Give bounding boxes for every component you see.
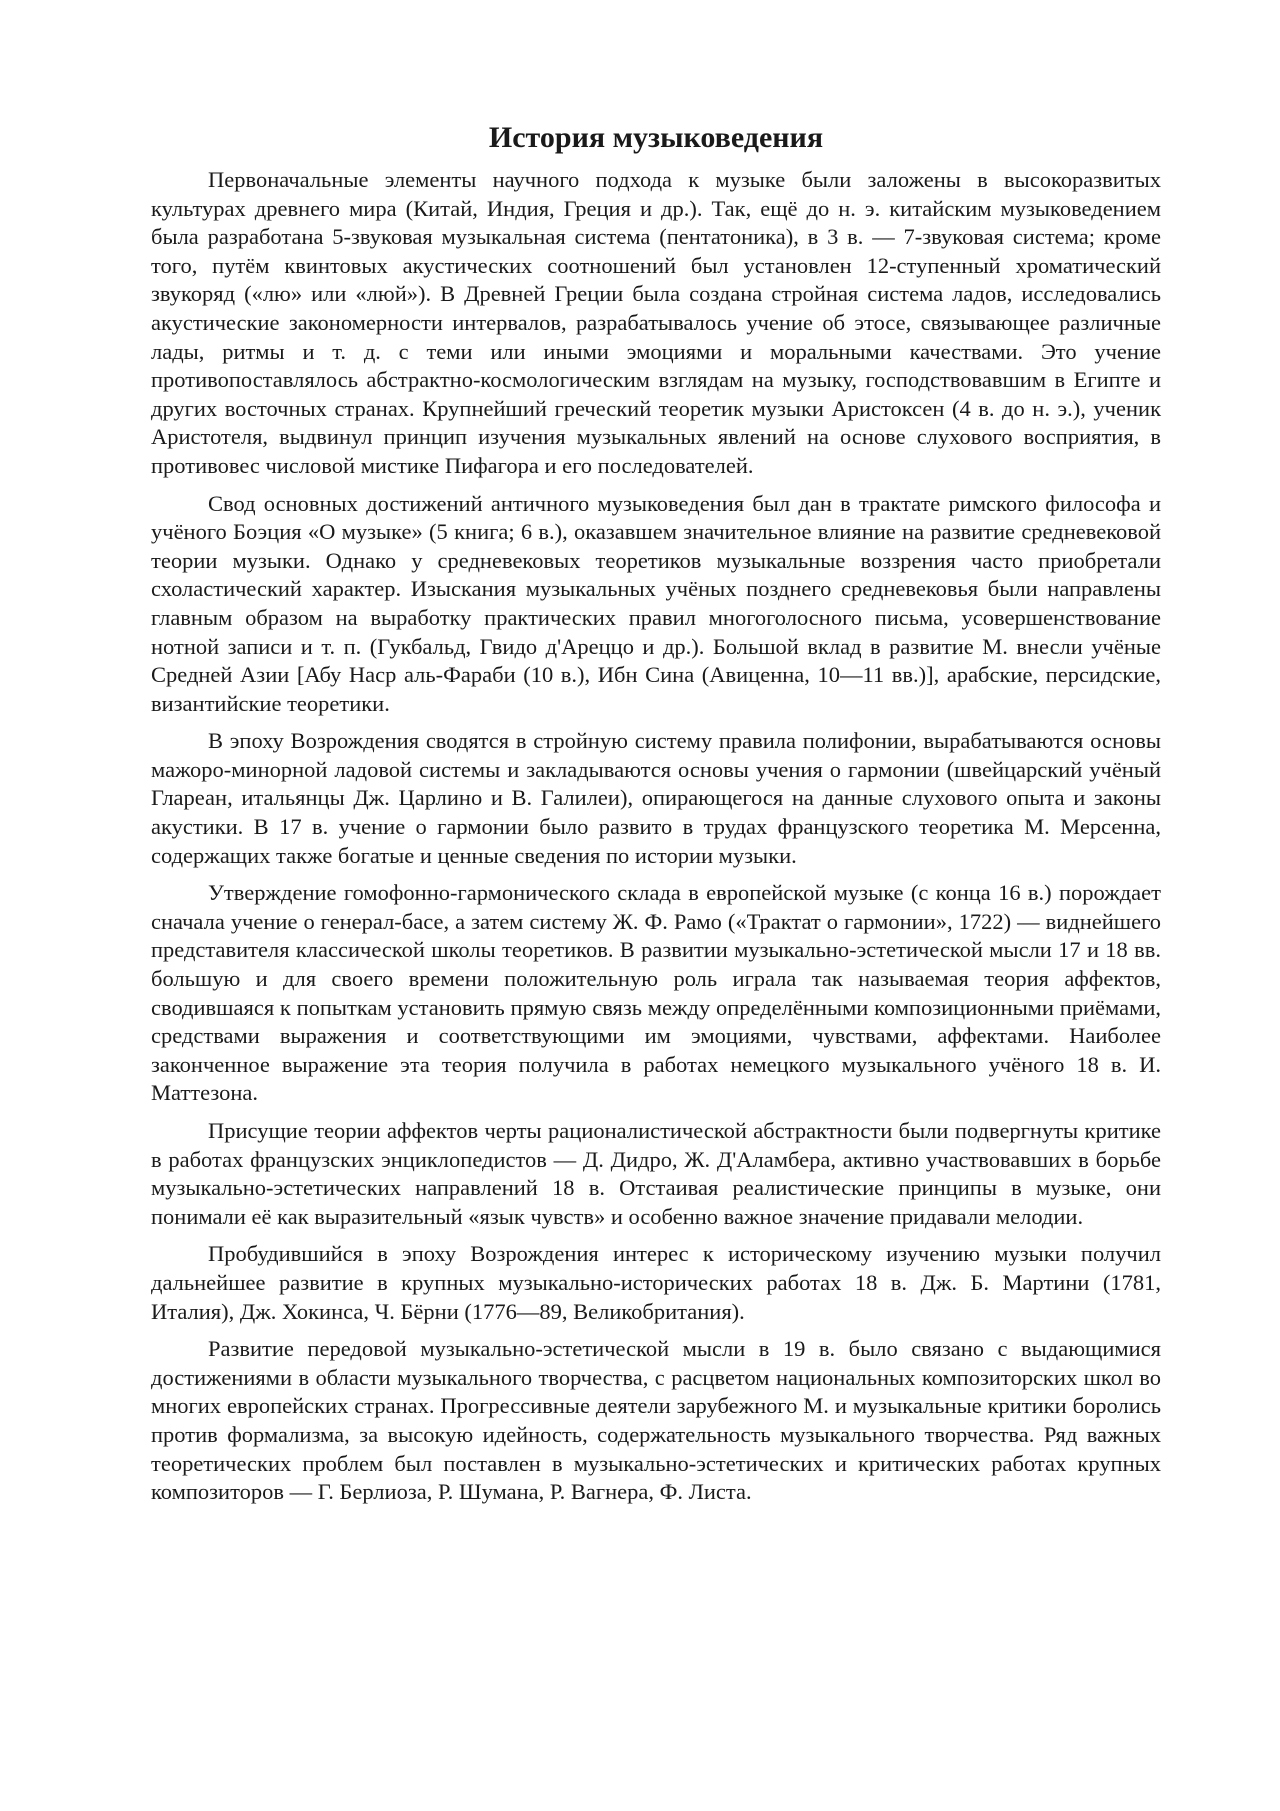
paragraph-7: Развитие передовой музыкально-эстетической мысли в 19 в. было связано с выдающимися достижениями в области музыкального творчества, с расцветом национальных композиторских школ во многих европейских странах. Прогрессивные деятели зарубежного М. и музыкальные критики боролись против формализма, за высокую идейность, содержательность музыкального творчества. Ряд важных теоретических проблем был поставлен в музыкально-эстетических и критических работах крупных композиторов — Г. Берлиоза, Р. Шумана, Р. Вагнера, Ф. Листа. <box>151 1336 1161 1505</box>
document-page <box>151 118 1161 1516</box>
paragraph-6: Пробудившийся в эпоху Возрождения интерес к историческому изучению музыки получил дальнейшее развитие в крупных музыкально-исторических работах 18 в. Дж. Б. Мартини (1781, Италия), Дж. Хокинса, Ч. Бёрни (1776—89, Великобритания). <box>151 1241 1161 1324</box>
paragraph-4: Утверждение гомофонно-гармонического склада в европейской музыке (с конца 16 в.) порождает сначала учение о генерал-басе, а затем систему Ж. Ф. Рамо («Трактат о гармонии», 1722) — виднейшего представителя классической школы теоретиков. В развитии музыкально-эстетической мысли 17 и 18 вв. большую и для своего времени положительную роль играла так называемая теория аффектов, сводившаяся к попыткам установить прямую связь между определёнными композиционными приёмами, средствами выражения и соответствующими им эмоциями, чувствами, аффектами. Наиболее законченное выражение эта теория получила в работах немецкого музыкального учёного 18 в. И. Маттезона. <box>151 880 1161 1106</box>
paragraph-2: Свод основных достижений античного музыковедения был дан в трактате римского философа и учёного Боэция «О музыке» (5 книга; 6 в.), оказавшем значительное влияние на развитие средневековой теории музыки. Однако у средневековых теоретиков музыкальные воззрения часто приобретали схоластический характер. Изыскания музыкальных учёных позднего средневековья были направлены главным образом на выработку практических правил многоголосного письма, усовершенствование нотной записи и т. п. (Гукбальд, Гвидо д'Ареццо и др.). Большой вклад в развитие М. внесли учёные Средней Азии [Абу Наср аль-Фараби (10 в.), Ибн Сина (Авиценна, 10—11 вв.)], арабские, персидские, византийские теоретики. <box>151 490 1161 716</box>
document-title: История музыковедения <box>488 121 824 154</box>
paragraph-5: Присущие теории аффектов черты рационалистической абстрактности были подвергнуты критике в работах французских энциклопедистов — Д. Дидро, Ж. Д'Аламбера, активно участвовавших в борьбе музыкально-эстетических направлений 18 в. Отстаивая реалистические принципы в музыке, они понимали её как выразительный «язык чувств» и особенно важное значение придавали мелодии. <box>151 1118 1161 1229</box>
paragraph-1: Первоначальные элементы научного подхода к музыке были заложены в высокоразвитых культурах древнего мира (Китай, Индия, Греция и др.). Так, ещё до н. э. китайским музыковедением была разработана 5-звуковая музыкальная система (пентатоника), в 3 в. — 7-звуковая система; кроме того, путём квинтовых акустических соотношений был установлен 12-ступенный хроматический звукоряд («лю» или «люй»). В Древней Греции была создана стройная система ладов, исследовались акустические закономерности интервалов, разрабатывалось учение об этосе, связывающее различные лады, ритмы и т. д. с теми или иными эмоциями и моральными качествами. Это учение противопоставлялось абстрактно-космологическим взглядам на музыку, господствовавшим в Египте и других восточных странах. Крупнейший греческий теоретик музыки Аристоксен (4 в. до н. э.), ученик Аристотеля, выдвинул принцип изучения музыкальных явлений на основе слухового восприятия, в противовес числовой мистике Пифагора и его последователей. <box>151 167 1161 478</box>
paragraph-3: В эпоху Возрождения сводятся в стройную систему правила полифонии, вырабатываются основы мажоро-минорной ладовой системы и закладываются основы учения о гармонии (швейцарский учёный Глареан, итальянцы Дж. Царлино и В. Галилеи), опирающегося на данные слухового опыта и законы акустики. В 17 в. учение о гармонии было развито в трудах французского теоретика М. Мерсенна, содержащих также богатые и ценные сведения по истории музыки. <box>151 728 1161 868</box>
